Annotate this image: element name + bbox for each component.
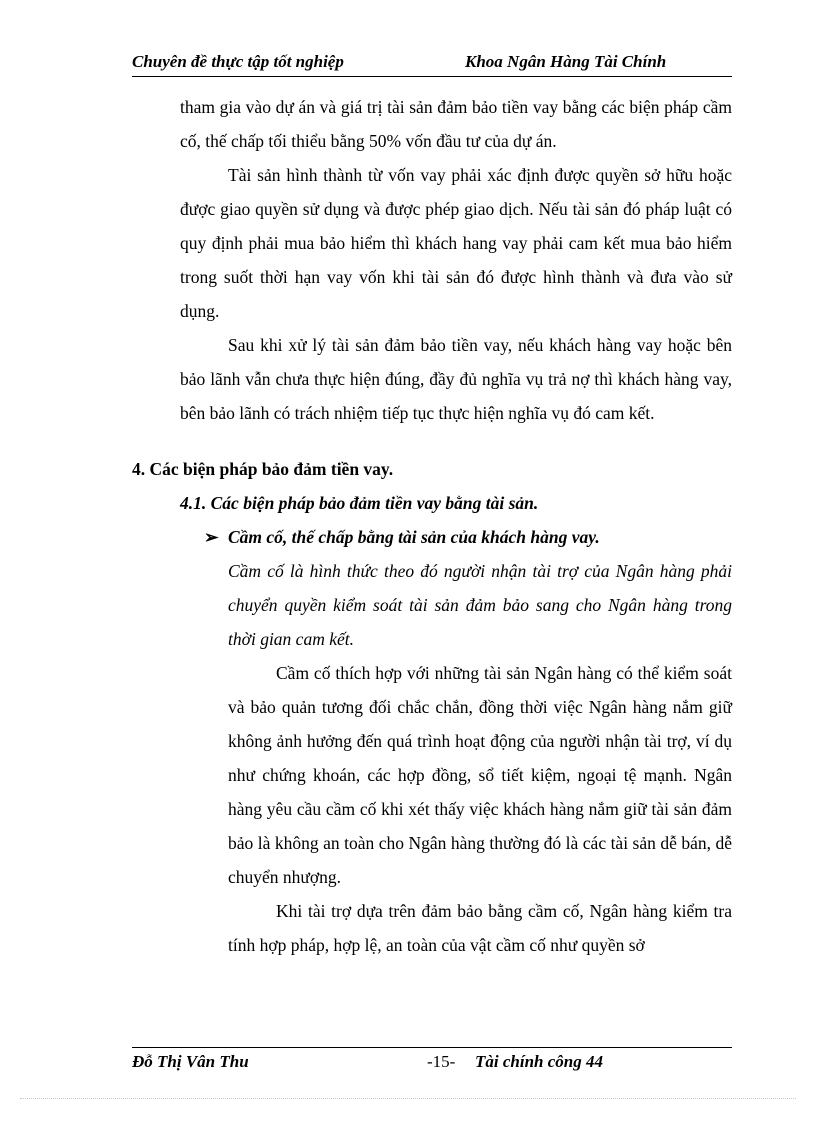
header-faculty: Khoa Ngân Hàng Tài Chính [465,52,667,71]
page-number: -15- [427,1052,456,1071]
definition-paragraph: Cầm cố là hình thức theo đó người nhận tài trợ của Ngân hàng phải chuyển quyền kiểm soát tài sản đảm bảo sang cho Ngân hàng trong thời gian cam kết. [228,561,732,649]
bullet-text: Cầm cố, thế chấp bằng tài sản của khách hàng vay. [228,527,600,547]
footer-author: Đỗ Thị Vân Thu [132,1052,249,1071]
paragraph-3: Sau khi xử lý tài sản đảm bảo tiền vay, nếu khách hàng vay hoặc bên bảo lãnh vẫn chưa thực hiện đúng, đầy đủ nghĩa vụ trả nợ thì khách hàng vay, bên bảo lãnh có trách nhiệm tiếp tục thực hiện nghĩa vụ đó cam kết. [180,335,732,423]
body-text [132,90,732,962]
section-heading: 4. Các biện pháp bảo đảm tiền vay. [132,459,394,479]
page-footer [132,1047,732,1074]
page-header [132,52,732,77]
paragraph-4: Cầm cố thích hợp với những tài sản Ngân hàng có thể kiểm soát và bảo quản tương đối chắc chắn, đồng thời việc Ngân hàng nắm giữ không ảnh hưởng đến quá trình hoạt động của người nhận tài trợ, ví dụ như chứng khoán, các hợp đồng, sổ tiết kiệm, ngoại tệ mạnh. Ngân hàng yêu cầu cầm cố khi xét thấy việc khách hàng nắm giữ tài sản đảm bảo là không an toàn cho Ngân hàng thường đó là các tài sản dễ bán, dễ chuyển nhượng. [228,663,732,887]
paragraph-2: Tài sản hình thành từ vốn vay phải xác định được quyền sở hữu hoặc được giao quyền sử dụng và được phép giao dịch. Nếu tài sản đó pháp luật có quy định phải mua bảo hiểm thì khách hang vay phải cam kết mua bảo hiểm trong suốt thời hạn vay vốn khi tài sản đó được hình thành và đưa vào sử dụng. [180,165,732,321]
header-report-title: Chuyên đề thực tập tốt nghiệp [132,52,344,71]
arrow-bullet-icon: ➢ [204,527,219,547]
footer-department: Tài chính công 44 [475,1052,603,1071]
subsection-heading: 4.1. Các biện pháp bảo đảm tiền vay bằng tài sản. [180,493,539,513]
bullet-item [132,520,732,554]
paragraph-5: Khi tài trợ dựa trên đảm bảo bằng cầm cố, Ngân hàng kiểm tra tính hợp pháp, hợp lệ, an toàn của vật cầm cố như quyền sở [228,901,732,955]
page-edge-divider [20,1098,796,1099]
paragraph-1: tham gia vào dự án và giá trị tài sản đảm bảo tiền vay bằng các biện pháp cầm cố, thế chấp tối thiểu bằng 50% vốn đầu tư của dự án. [180,97,732,151]
